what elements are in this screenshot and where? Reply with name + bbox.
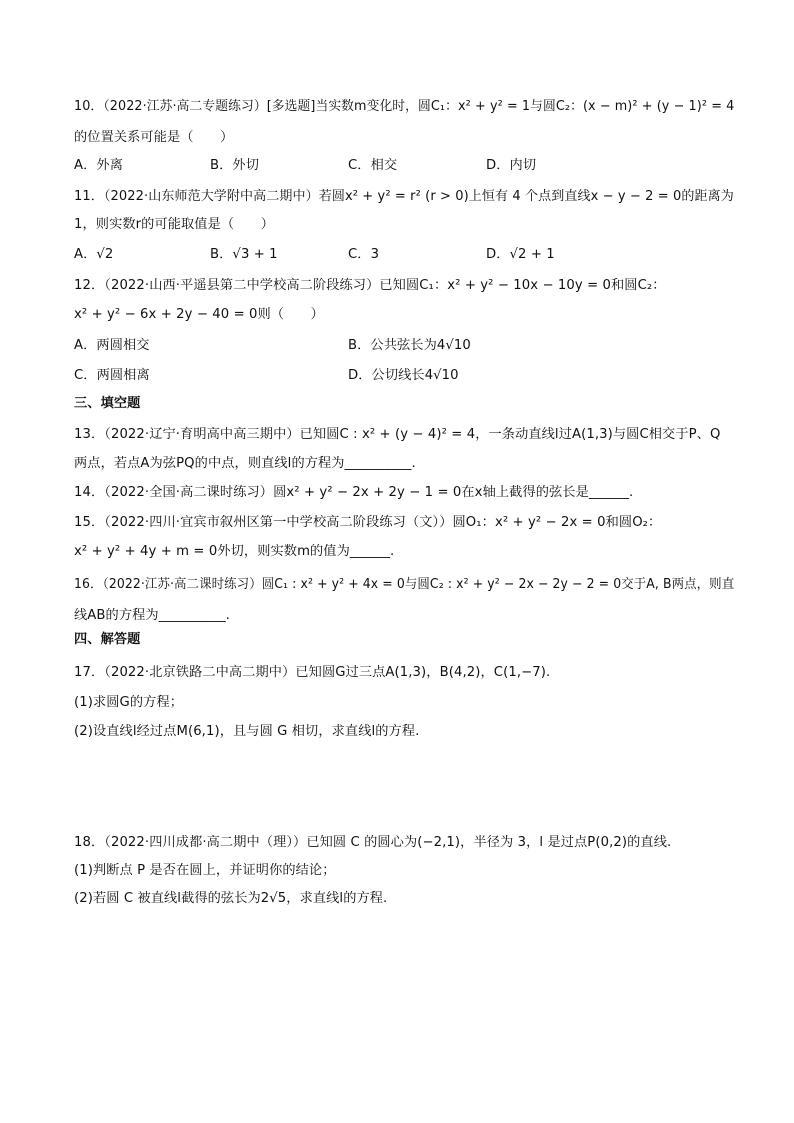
q12-option-b: B．公共弦长为4√10 <box>348 338 471 353</box>
q11-option-d: D．√2 + 1 <box>486 247 555 262</box>
q13-stem-line1: 13．（2022·辽宁·育明高中高三期中）已知圆C : x² + (y − 4)² = 4，一条动直线l过A(1,3)与圆C相交于P、Q <box>74 427 721 442</box>
q12-options-row2 <box>74 367 734 385</box>
q18-stem: 18．（2022·四川成都·高二期中（理））已知圆 C 的圆心为(−2,1)，半径为 3，l 是过点P(0,2)的直线. <box>74 835 672 850</box>
q12-option-c: C．两圆相离 <box>74 368 150 383</box>
q14-stem: 14．（2022·全国·高二课时练习）圆x² + y² − 2x + 2y − 1 = 0在x轴上截得的弦长是______. <box>74 485 634 500</box>
q10-options <box>74 157 734 175</box>
q10-option-d: D．内切 <box>486 158 537 173</box>
q10-option-c: C．相交 <box>348 158 398 173</box>
q17-subquestion-1: (1)求圆G的方程； <box>74 695 184 710</box>
q12-stem-line2: x² + y² − 6x + 2y − 40 = 0则（ ） <box>74 307 324 322</box>
q10-option-b: B．外切 <box>210 158 260 173</box>
q12-stem-line1: 12．（2022·山西·平遥县第二中学校高二阶段练习）已知圆C₁：x² + y² − 10x − 10y = 0和圆C₂： <box>74 278 666 293</box>
q13-stem-line2: 两点，若点A为弦PQ的中点，则直线l的方程为__________. <box>74 456 416 471</box>
q11-option-b: B．√3 + 1 <box>210 247 278 262</box>
q17-subquestion-2: (2)设直线l经过点M(6,1)，且与圆 G 相切，求直线l的方程. <box>74 724 420 739</box>
q11-option-c: C．3 <box>348 247 380 262</box>
q16-stem-line1: 16．（2022·江苏·高二课时练习）圆C₁ : x² + y² + 4x = 0与圆C₂ : x² + y² − 2x − 2y − 2 = 0交于A, B两点，则直 <box>74 577 735 592</box>
q18-subquestion-2: (2)若圆 C 被直线l截得的弦长为2√5，求直线l的方程. <box>74 891 388 906</box>
q11-stem-line1: 11．（2022·山东师范大学附中高二期中）若圆x² + y² = r² (r > 0)上恒有 4 个点到直线x − y − 2 = 0的距离为 <box>74 189 734 204</box>
q12-option-d: D．公切线长4√10 <box>348 368 459 383</box>
q11-option-a: A．√2 <box>74 247 114 262</box>
q15-stem-line2: x² + y² + 4y + m = 0外切，则实数m的值为______. <box>74 544 395 559</box>
q16-stem-line2: 线AB的方程为__________. <box>74 608 230 623</box>
q12-options-row1 <box>74 337 734 355</box>
q17-stem: 17．（2022·北京铁路二中高二期中）已知圆G过三点A(1,3)，B(4,2)，C(1,−7). <box>74 665 551 680</box>
section-heading-solutions: 四、解答题 <box>74 632 141 647</box>
q10-stem-line1: 10．（2022·江苏·高二专题练习）[多选题]当实数m变化时，圆C₁：x² + y² = 1与圆C₂：(x − m)² + (y − 1)² = 4 <box>74 99 735 114</box>
q10-option-a: A．外离 <box>74 158 123 173</box>
q15-stem-line1: 15．（2022·四川·宜宾市叙州区第一中学校高二阶段练习（文））圆O₁：x² + y² − 2x = 0和圆O₂： <box>74 515 662 530</box>
q11-stem-line2: 1，则实数r的可能取值是（ ） <box>74 217 275 232</box>
q10-stem-line2: 的位置关系可能是（ ） <box>74 130 234 145</box>
q18-subquestion-1: (1)判断点 P 是否在圆上，并证明你的结论； <box>74 863 336 878</box>
section-heading-fill-in: 三、填空题 <box>74 396 141 411</box>
q11-options <box>74 246 734 264</box>
q12-option-a: A．两圆相交 <box>74 338 150 353</box>
